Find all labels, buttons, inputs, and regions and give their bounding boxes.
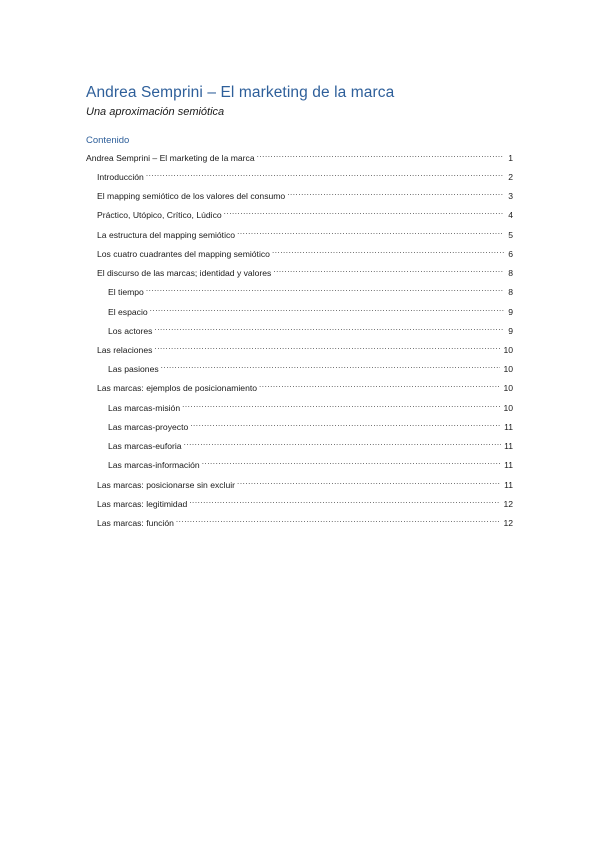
toc-leader-dots [176, 513, 501, 526]
toc-entry-label: Las marcas-información [108, 460, 200, 470]
toc-entry[interactable] [108, 359, 513, 372]
toc-entry[interactable] [108, 302, 513, 315]
toc-entry-label: Práctico, Utópico, Crítico, Lúdico [97, 210, 222, 220]
toc-heading: Contenido [86, 135, 130, 146]
toc-entry-page: 8 [508, 268, 513, 278]
toc-entry[interactable] [97, 186, 513, 199]
toc-leader-dots [150, 302, 504, 315]
toc-entry[interactable] [97, 167, 513, 180]
toc-entry-page: 10 [503, 364, 513, 374]
toc-entry[interactable] [108, 455, 513, 468]
toc-entry-label: Introducción [97, 172, 144, 182]
toc-entry-page: 1 [508, 153, 513, 163]
toc-entry-page: 10 [503, 403, 513, 413]
toc-entry-page: 11 [504, 441, 513, 451]
toc-entry-label: Las marcas-misión [108, 403, 181, 413]
toc-leader-dots [272, 244, 504, 257]
toc-leader-dots [237, 225, 504, 238]
toc-entry-label: El discurso de las marcas; identidad y valores [97, 268, 272, 278]
toc-entry-page: 2 [508, 172, 513, 182]
toc-leader-dots [273, 263, 504, 276]
toc-entry[interactable] [108, 321, 513, 334]
toc-leader-dots [182, 398, 500, 411]
toc-entry-page: 9 [508, 326, 513, 336]
toc-entry[interactable] [108, 417, 513, 430]
toc-entry[interactable] [97, 513, 513, 526]
toc-entry-page: 11 [504, 460, 513, 470]
toc-leader-dots [202, 455, 501, 468]
toc-entry-label: Las marcas: función [97, 518, 174, 528]
toc-entry-label: Las relaciones [97, 345, 153, 355]
toc-entry-label: Los actores [108, 326, 153, 336]
toc-leader-dots [146, 282, 504, 295]
toc-entry[interactable] [86, 148, 513, 161]
toc-entry-page: 12 [503, 499, 513, 509]
toc-entry-label: Las marcas: legitimidad [97, 499, 188, 509]
toc-entry-page: 3 [508, 191, 513, 201]
document-title: Andrea Semprini – El marketing de la marca [86, 84, 395, 101]
toc-entry-label: La estructura del mapping semiótico [97, 230, 236, 240]
toc-entry-label: El tiempo [108, 287, 144, 297]
toc-leader-dots [224, 205, 504, 218]
toc-entry[interactable] [108, 282, 513, 295]
toc-leader-dots [237, 475, 501, 488]
toc-entry[interactable] [97, 340, 513, 353]
toc-entry-label: Las pasiones [108, 364, 159, 374]
toc-entry[interactable] [108, 398, 513, 411]
toc-entry-label: Los cuatro cuadrantes del mapping semiótico [97, 249, 270, 259]
toc-leader-dots [190, 417, 501, 430]
toc-entry-label: Las marcas: posicionarse sin excluir [97, 480, 236, 490]
toc-entry-page: 10 [503, 345, 513, 355]
toc-entry[interactable] [97, 263, 513, 276]
toc-entry-label: El espacio [108, 307, 148, 317]
toc-entry-page: 11 [504, 422, 513, 432]
toc-leader-dots [257, 148, 504, 161]
toc-entry-label: Las marcas-euforia [108, 441, 182, 451]
toc-entry[interactable] [97, 244, 513, 257]
toc-entry[interactable] [97, 225, 513, 238]
toc-entry-page: 8 [508, 287, 513, 297]
toc-entry-page: 4 [508, 210, 513, 220]
toc-entry-page: 11 [504, 480, 513, 490]
toc-entry-page: 10 [503, 383, 513, 393]
toc-leader-dots [154, 340, 500, 353]
toc-entry[interactable] [108, 436, 513, 449]
toc-entry-label: Las marcas-proyecto [108, 422, 189, 432]
toc-entry-page: 12 [503, 518, 513, 528]
document-subtitle: Una aproximación semiótica [86, 106, 225, 118]
toc-entry[interactable] [97, 475, 513, 488]
toc-entry[interactable] [97, 378, 513, 391]
toc-leader-dots [154, 321, 504, 334]
toc-entry-page: 9 [508, 307, 513, 317]
toc-leader-dots [161, 359, 501, 372]
toc-entry[interactable] [97, 494, 513, 507]
toc-entry-label: Andrea Semprini – El marketing de la marca [86, 153, 255, 163]
toc-leader-dots [189, 494, 500, 507]
toc-entry-label: El mapping semiótico de los valores del consumo [97, 191, 286, 201]
toc-leader-dots [146, 167, 504, 180]
toc-entry-page: 5 [508, 230, 513, 240]
toc-leader-dots [184, 436, 502, 449]
toc-leader-dots [259, 378, 500, 391]
toc-leader-dots [287, 186, 504, 199]
toc-entry[interactable] [97, 205, 513, 218]
toc-entry-page: 6 [508, 249, 513, 259]
toc-entry-label: Las marcas: ejemplos de posicionamiento [97, 383, 258, 393]
